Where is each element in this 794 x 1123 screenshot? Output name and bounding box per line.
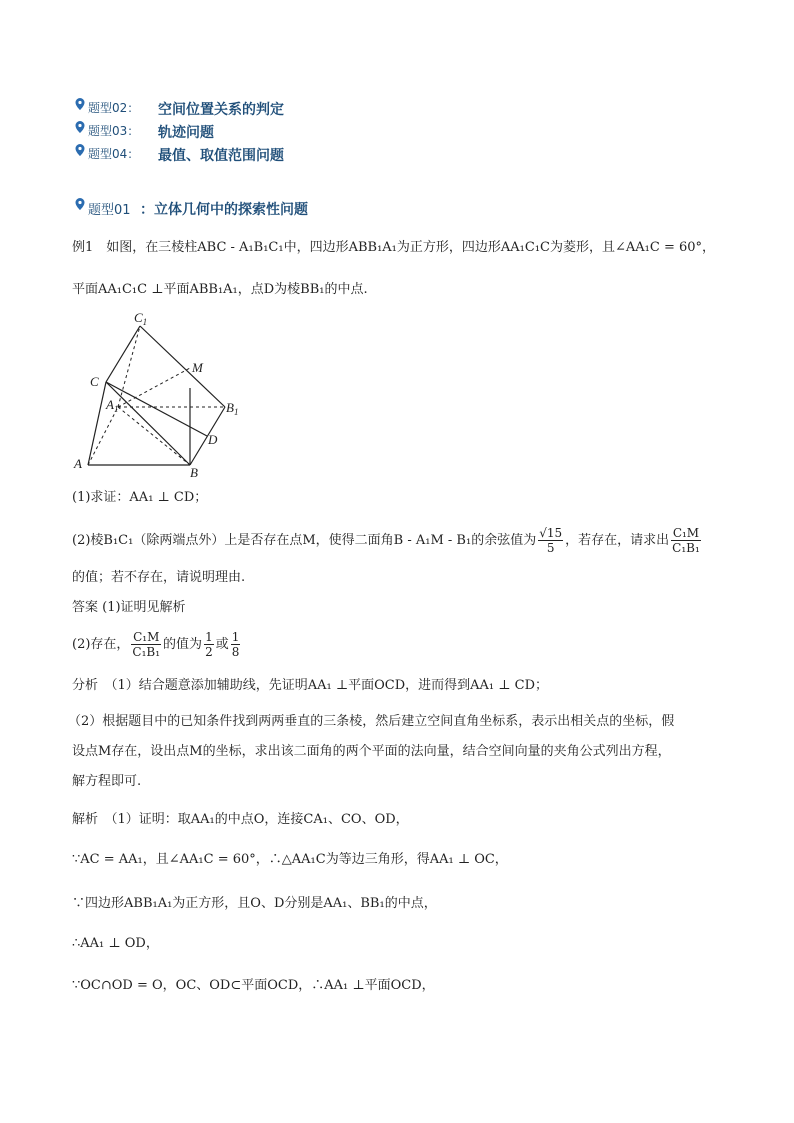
section-title: ：立体几何中的探索性问题 bbox=[140, 202, 308, 218]
toc-title[interactable]: 空间位置关系的判定 bbox=[158, 102, 284, 118]
fraction-denominator: 8 bbox=[231, 645, 240, 659]
question-2-end: 的值；若不存在，请说明理由. bbox=[72, 570, 246, 585]
figure-label: $C_1$ bbox=[134, 310, 148, 327]
analysis-line-1: 分析 （1）结合题意添加辅助线，先证明AA₁ ⊥平面OCD，进而得到AA₁ ⊥ CD； bbox=[72, 678, 548, 693]
fraction-numerator: √15 bbox=[539, 526, 563, 540]
answer-2-mid: 的值为 bbox=[163, 637, 203, 652]
toc-title[interactable]: 最值、取值范围问题 bbox=[158, 148, 284, 164]
location-pin-icon bbox=[74, 144, 86, 156]
toc-title[interactable]: 轨迹问题 bbox=[158, 125, 214, 141]
toc-tag: 题型03： bbox=[88, 124, 140, 138]
fraction-numerator: 1 bbox=[231, 630, 240, 644]
example-line-2: 平面AA₁C₁C ⊥平面ABB₁A₁，点D为棱BB₁的中点. bbox=[72, 282, 368, 297]
question-1: (1)求证：AA₁ ⊥ CD； bbox=[72, 490, 208, 505]
figure-label: C bbox=[90, 374, 99, 389]
toc-tag: 题型02： bbox=[88, 101, 140, 115]
answer-2-prefix: (2)存在， bbox=[72, 637, 130, 652]
prism-figure bbox=[70, 310, 250, 480]
question-2 bbox=[72, 526, 703, 555]
figure-label: A bbox=[74, 456, 82, 471]
solution-line-3: ∵四边形ABB₁A₁为正方形，且O、D分别是AA₁、BB₁的中点， bbox=[72, 896, 437, 911]
question-2-text-a: (2)棱B₁C₁（除两端点外）上是否存在点M，使得二面角B - A₁M - B₁的余弦值为 bbox=[72, 533, 537, 548]
analysis-line-2: （2）根据题目中的已知条件找到两两垂直的三条棱，然后建立空间直角坐标系，表示出相关点的坐标，假 bbox=[68, 714, 675, 729]
location-pin-icon bbox=[74, 98, 86, 110]
analysis-line-4: 解方程即可. bbox=[72, 774, 142, 789]
answer-2 bbox=[72, 630, 242, 659]
solution-line-2: ∵AC = AA₁，且∠AA₁C = 60°，∴△AA₁C为等边三角形，得AA₁ ⊥ OC， bbox=[72, 852, 508, 867]
fraction-numerator: C₁M bbox=[133, 630, 160, 644]
toc-tag: 题型04： bbox=[88, 147, 140, 161]
example-line-1: 例1 如图，在三棱柱ABC - A₁B₁C₁中，四边形ABB₁A₁为正方形，四边形AA₁C₁C为菱形，且∠AA₁C = 60°， bbox=[72, 240, 716, 255]
fraction-denominator: 5 bbox=[546, 541, 555, 555]
value-fraction bbox=[231, 630, 241, 659]
solution-line-4: ∴AA₁ ⊥ OD， bbox=[72, 936, 159, 951]
location-pin-icon bbox=[74, 198, 86, 210]
solution-line-1: 解析 （1）证明：取AA₁的中点O，连接CA₁、CO、OD， bbox=[72, 812, 409, 827]
figure-label: D bbox=[208, 432, 218, 447]
solution-line-5: ∵OC∩OD = O，OC、OD⊂平面OCD，∴AA₁ ⊥平面OCD， bbox=[72, 978, 435, 993]
figure-label: $B_1$ bbox=[226, 400, 239, 417]
answer-label: 答案 (1)证明见解析 bbox=[72, 600, 186, 615]
ratio-fraction bbox=[671, 526, 701, 555]
value-fraction bbox=[204, 630, 214, 659]
figure-label: M bbox=[192, 360, 203, 375]
fraction-denominator: C₁B₁ bbox=[132, 645, 161, 659]
analysis-line-3: 设点M存在，设出点M的坐标，求出该二面角的两个平面的法向量，结合空间向量的夹角公式列出方程， bbox=[72, 744, 671, 759]
question-2-text-b: ，若存在，请求出 bbox=[565, 533, 670, 548]
figure-label: $A_1$ bbox=[106, 397, 119, 414]
figure-label: B bbox=[190, 465, 198, 480]
section-tag: 题型01 bbox=[88, 203, 131, 218]
fraction-numerator: C₁M bbox=[672, 526, 700, 540]
cosine-fraction bbox=[538, 526, 563, 555]
location-pin-icon bbox=[74, 121, 86, 133]
ratio-fraction bbox=[131, 630, 161, 659]
fraction-numerator: 1 bbox=[205, 630, 213, 644]
fraction-denominator: 2 bbox=[205, 645, 213, 659]
fraction-denominator: C₁B₁ bbox=[672, 541, 700, 555]
answer-2-or: 或 bbox=[215, 637, 229, 652]
